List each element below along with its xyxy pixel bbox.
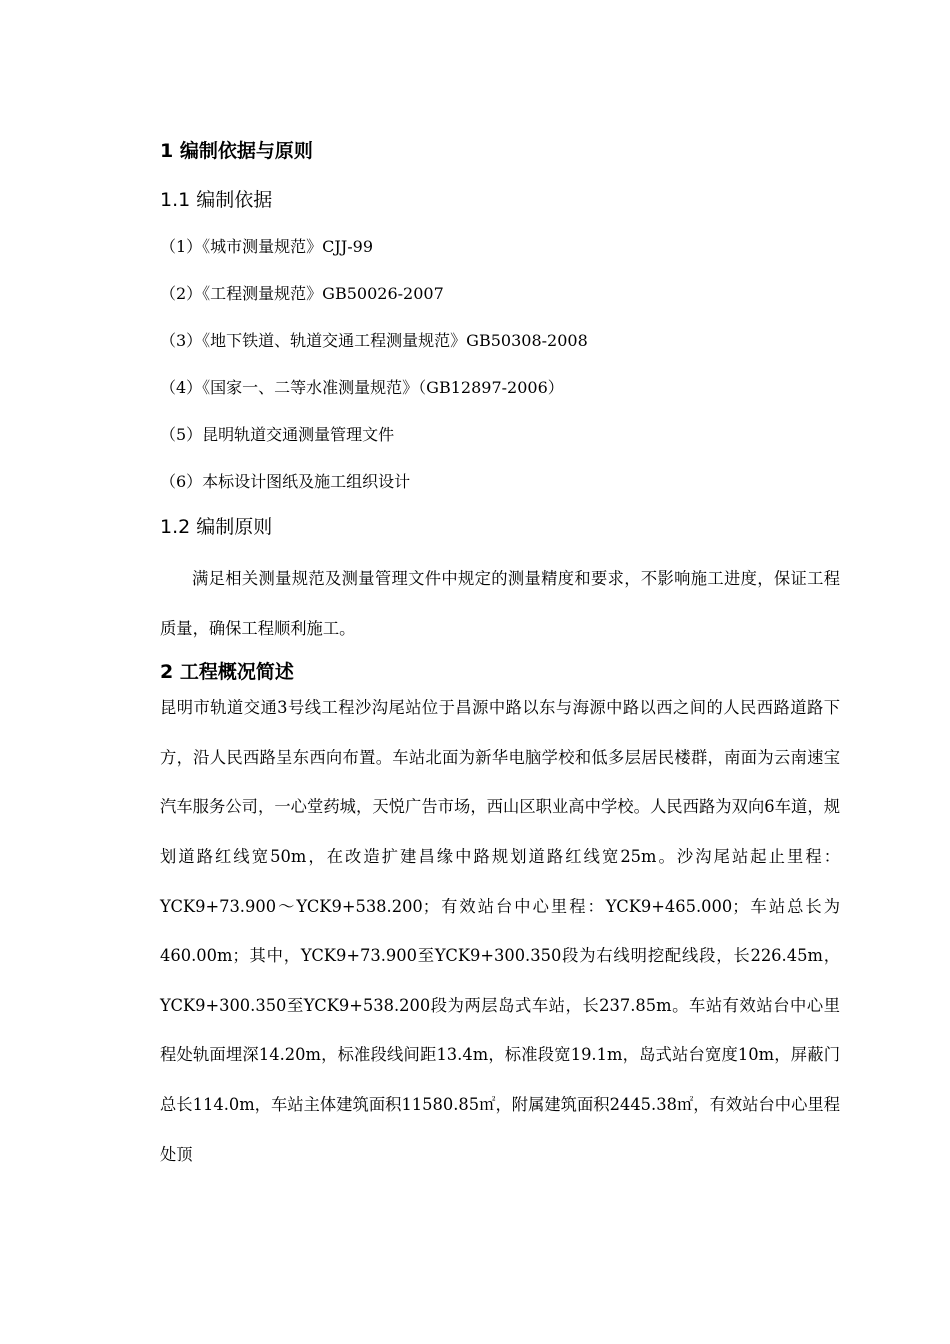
overview-paragraph: 昆明市轨道交通3号线工程沙沟尾站位于昌源中路以东与海源中路以西之间的人民西路道路下方，沿人民西路呈东西向布置。车站北面为新华电脑学校和低多层居民楼群，南面为云南速宝汽车服务公司，一心堂药城，天悦广告市场，西山区职业高中学校。人民西路为双向6车道，规划道路红线宽50m，在改造扩建昌缘中路规划道路红线宽25m。沙沟尾站起止里程：YCK9+73.900～YCK9+538.200；有效站台中心里程：YCK9+465.000；车站总长为460.00m；其中，YCK9+73.900至YCK9+300.350段为右线明挖配线段，长226.45m，YCK9+300.350至YCK9+538.200段为两层岛式车站，长237.85m。车站有效站台中心里程处轨面埋深14.20m，标准段线间距13.4m，标准段宽19.1m，岛式站台宽度10m，屏蔽门总长114.0m，车站主体建筑面积11580.85㎡，附属建筑面积2445.38㎡，有效站台中心里程处顶 <box>160 698 840 1164</box>
section-1-2-heading: 1.2 编制原则 <box>160 516 273 538</box>
list-item: （4）《国家一、二等水准测量规范》（GB12897-2006） <box>160 378 564 397</box>
principle-paragraph: 满足相关测量规范及测量管理文件中规定的测量精度和要求，不影响施工进度，保证工程质量，确保工程顺利施工。 <box>160 569 840 638</box>
document-page <box>160 134 840 1179</box>
list-item: （5）昆明轨道交通测量管理文件 <box>160 425 395 444</box>
list-item: （2）《工程测量规范》GB50026-2007 <box>160 284 444 303</box>
section-2-heading: 2 工程概况简述 <box>160 661 294 684</box>
list-item: （3）《地下铁道、轨道交通工程测量规范》GB50308-2008 <box>160 331 588 350</box>
list-item: （1）《城市测量规范》CJJ-99 <box>160 237 374 256</box>
basis-list <box>160 223 840 505</box>
section-1-1-heading: 1.1 编制依据 <box>160 189 273 211</box>
section-1-heading: 1 编制依据与原则 <box>160 140 313 162</box>
list-item: （6）本标设计图纸及施工组织设计 <box>160 472 411 491</box>
